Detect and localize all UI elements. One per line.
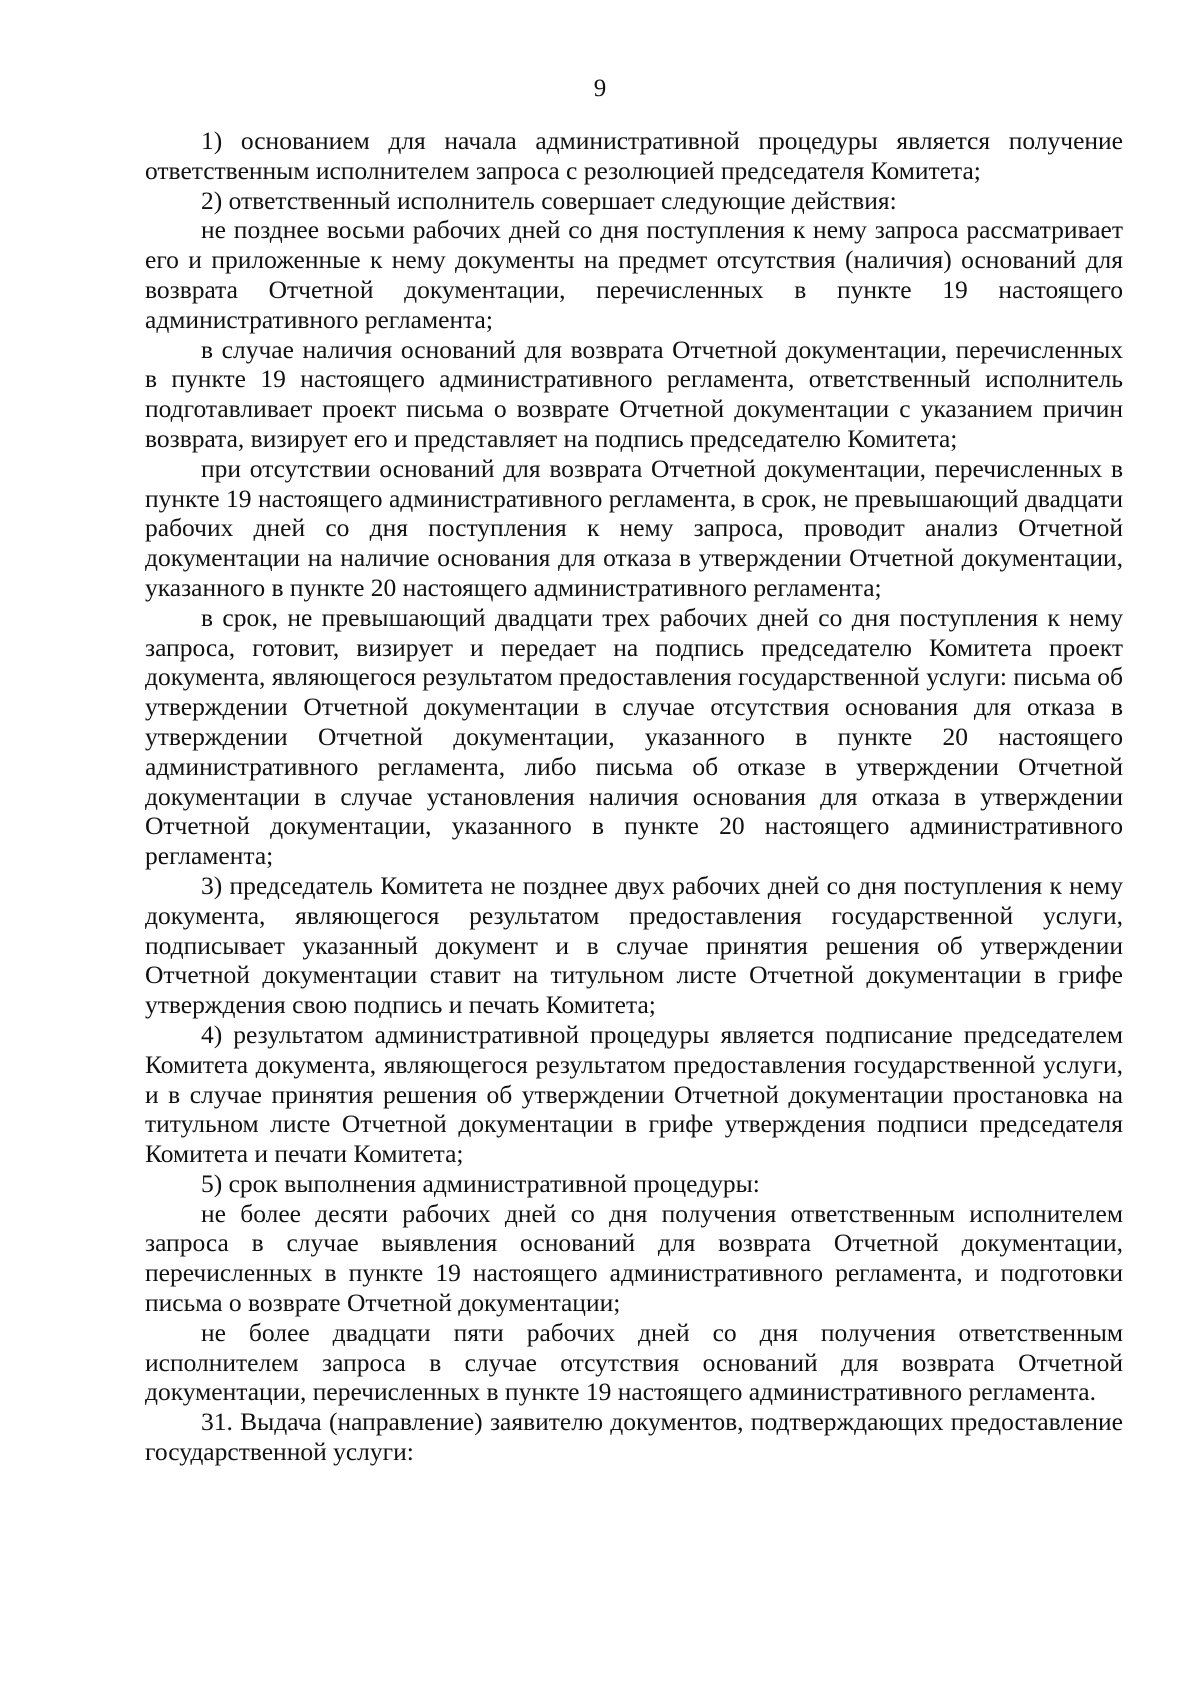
paragraph-6: в срок, не превышающий двадцати трех рабочих дней со дня поступления к нему запроса, готовит, визирует и передает на подпись председателю Комитета проект документа, являющегося результатом предоставления государственной услуги: письма об утверждении Отчетной документации в случае отсутствия основания для отказа в утверждении Отчетной документации, указанного в пункте 20 настоящего административного регламента, либо письма об отказе в утверждении Отчетной документации в случае установления наличия основания для отказа в утверждении Отчетной документации, указанного в пункте 20 настоящего административного регламента; (145, 602, 1123, 871)
paragraph-11: не более двадцати пяти рабочих дней со дня получения ответственным исполнителем запроса в случае отсутствия оснований для возврата Отчетной документации, перечисленных в пункте 19 настоящего административного регламента. (145, 1317, 1123, 1407)
document-body (145, 126, 1123, 1467)
paragraph-4: в случае наличия оснований для возврата Отчетной документации, перечисленных в пункте 19 настоящего административного регламента, ответственный исполнитель подготавливает проект письма о возврате Отчетной документации с указанием причин возврата, визирует его и представляет на подпись председателю Комитета; (145, 334, 1123, 453)
page-number: 9 (593, 75, 607, 102)
paragraph-1: 1) основанием для начала административной процедуры является получение ответственным исполнителем запроса с резолюцией председателя Комитета; (145, 126, 1123, 185)
paragraph-2: 2) ответственный исполнитель совершает следующие действия: (201, 185, 897, 215)
paragraph-3: не позднее восьми рабочих дней со дня поступления к нему запроса рассматривает его и приложенные к нему документы на предмет отсутствия (наличия) оснований для возврата Отчетной документации, перечисленных в пункте 19 настоящего административного регламента; (145, 215, 1123, 334)
paragraph-10: не более десяти рабочих дней со дня получения ответственным исполнителем запроса в случае выявления оснований для возврата Отчетной документации, перечисленных в пункте 19 настоящего административного регламента, и подготовки письма о возврате Отчетной документации; (145, 1198, 1123, 1318)
paragraph-7: 3) председатель Комитета не позднее двух рабочих дней со дня поступления к нему документа, являющегося результатом предоставления государственной услуги, подписывает указанный документ и в случае принятия решения об утверждении Отчетной документации ставит на титульном листе Отчетной документации в грифе утверждения свою подпись и печать Комитета; (145, 870, 1123, 1020)
paragraph-12: 31. Выдача (направление) заявителю документов, подтверждающих предоставление государственной услуги: (145, 1407, 1123, 1467)
paragraph-8: 4) результатом административной процедуры является подписание председателем Комитета документа, являющегося результатом предоставления государственной услуги, и в случае принятия решения об утверждении Отчетной документации простановка на титульном листе Отчетной документации в грифе утверждения подписи председателя Комитета и печати Комитета; (145, 1019, 1123, 1169)
paragraph-9: 5) срок выполнения административной процедуры: (201, 1168, 760, 1198)
paragraph-5: при отсутствии оснований для возврата Отчетной документации, перечисленных в пункте 19 настоящего административного регламента, в срок, не превышающий двадцати рабочих дней со дня поступления к нему запроса, проводит анализ Отчетной документации на наличие основания для отказа в утверждении Отчетной документации, указанного в пункте 20 настоящего административного регламента; (145, 453, 1123, 602)
